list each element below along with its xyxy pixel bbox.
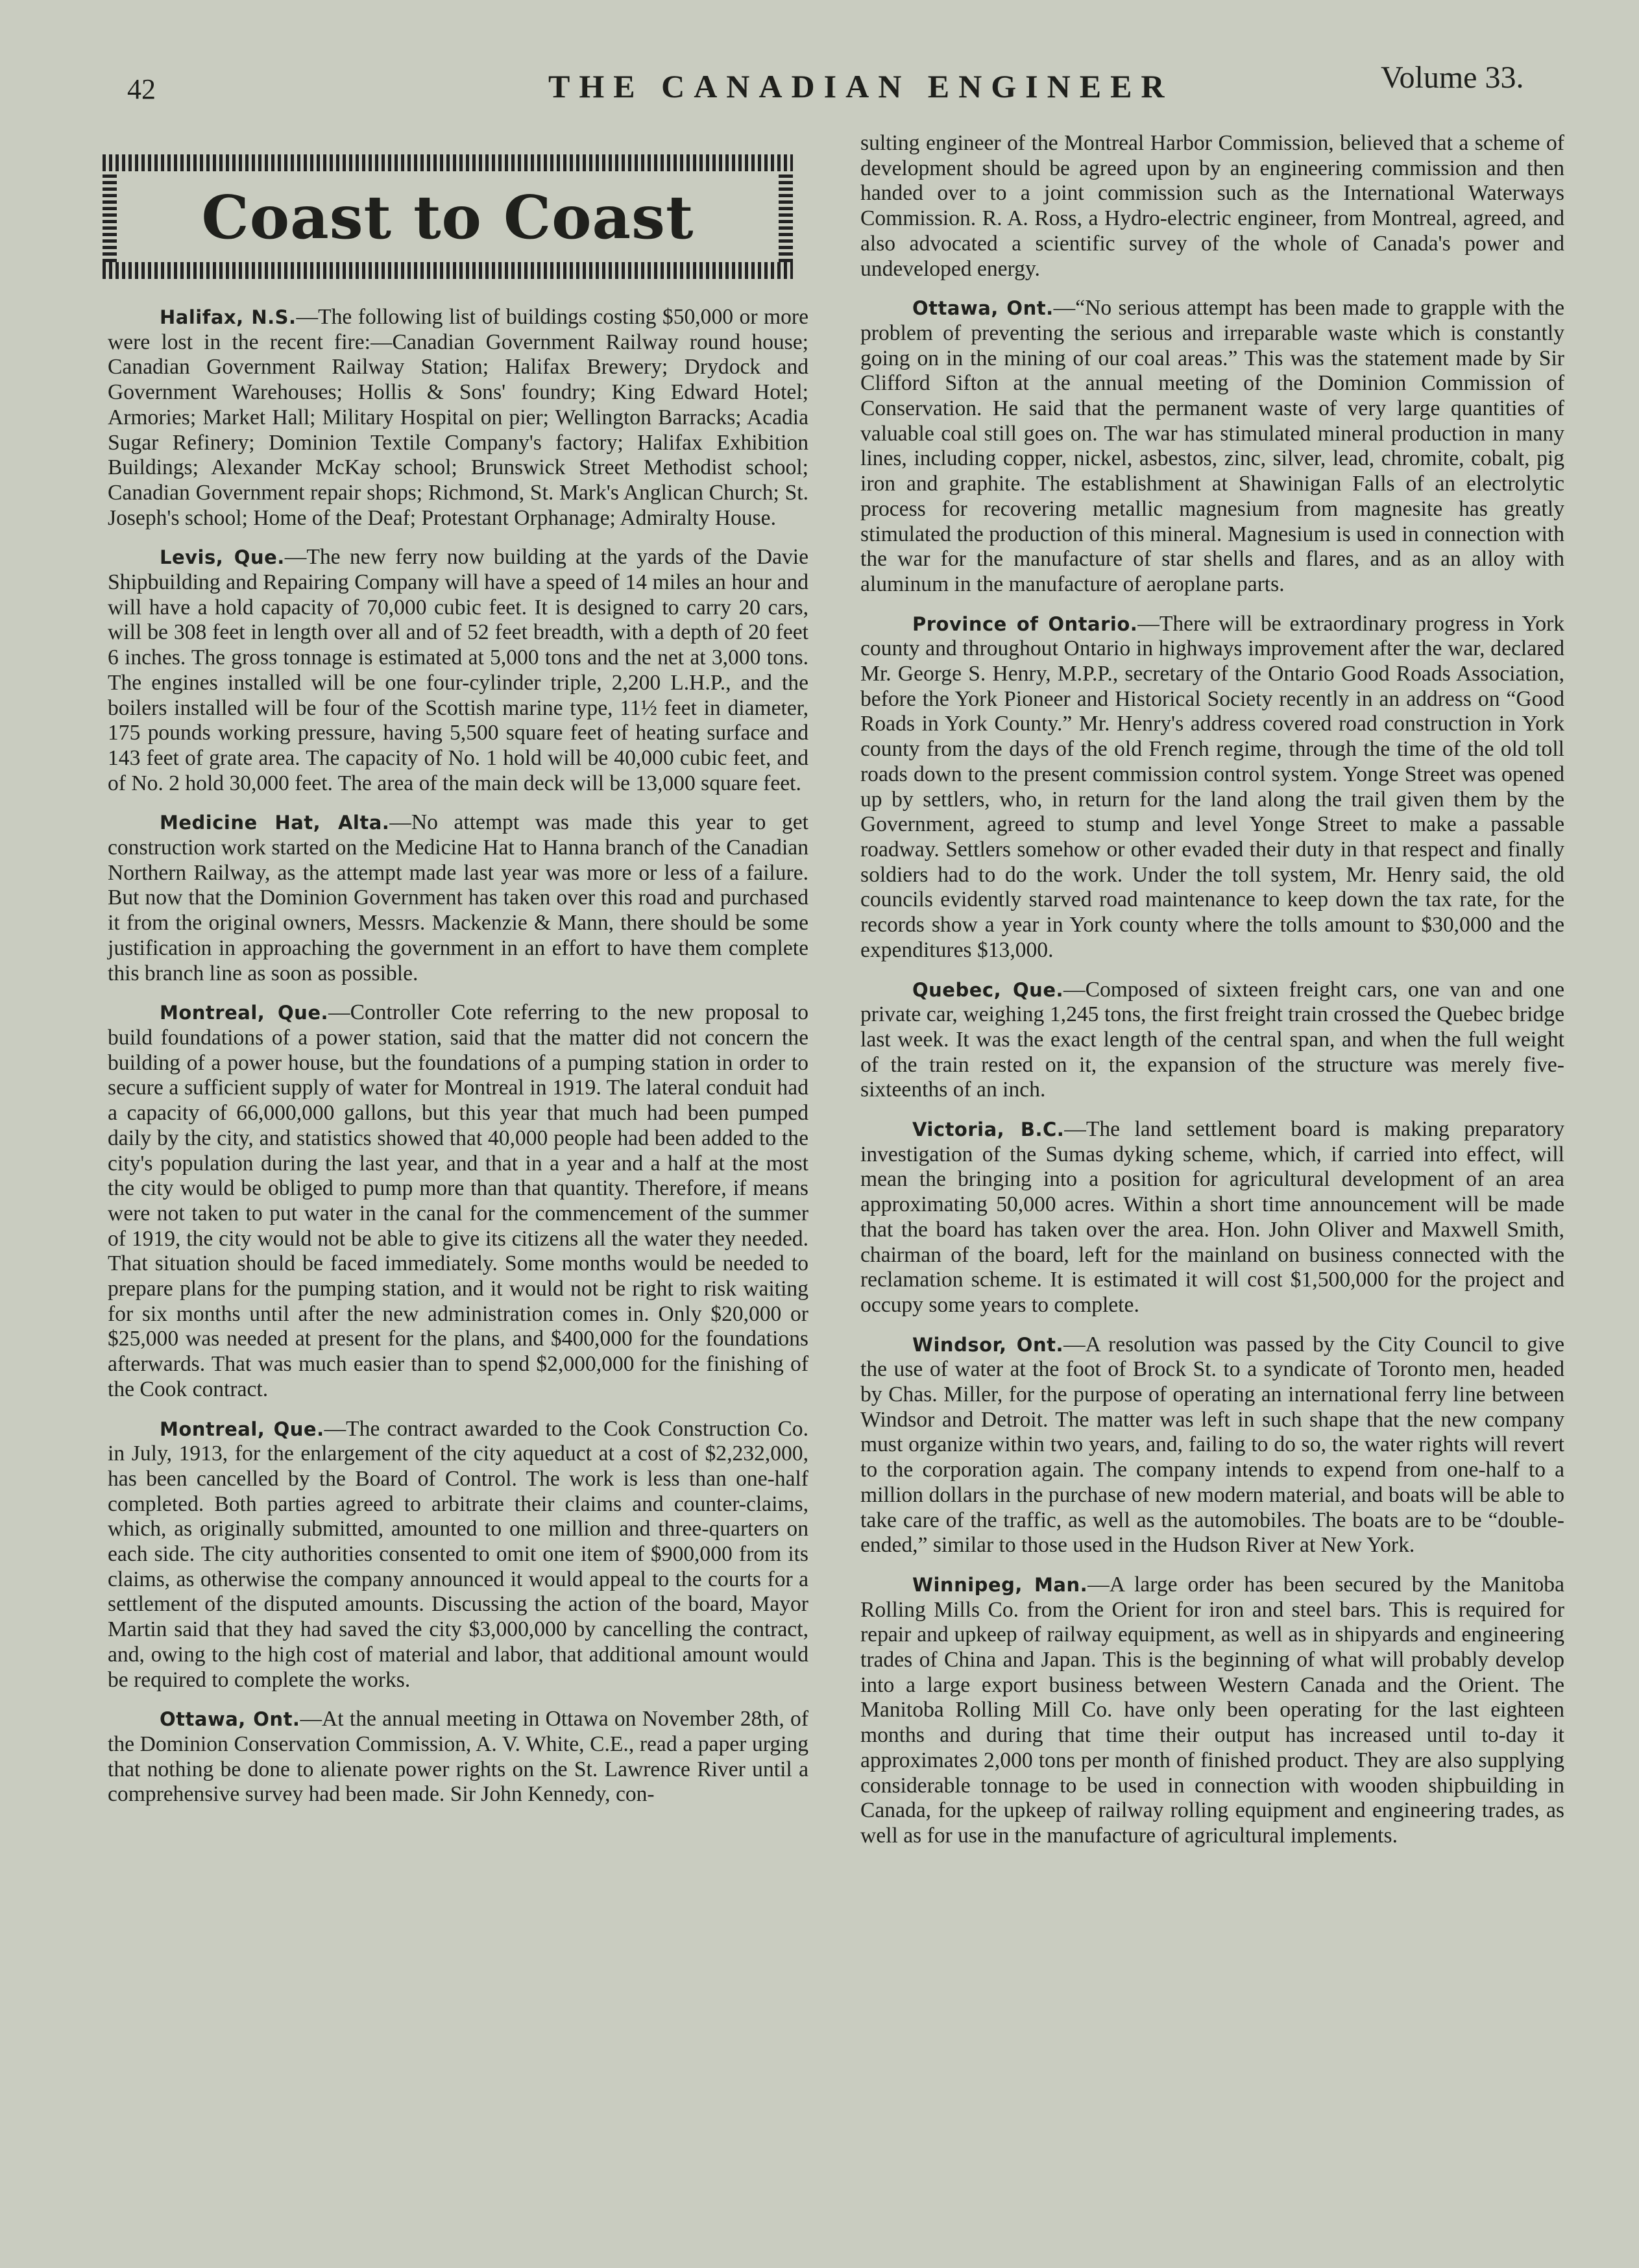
news-text: —Controller Cote referring to the new proposal to build foundations of a power station, said that the matter did not concern the building of a power house, but the foundations of a pumping station in order to secure a sufficient supply of water for Montreal in 1919. The lateral conduit had a capacity of 66,000,000 gallons, but this year that much had been pumped daily by the city, and statistics showed that 40,000 people had been added to the city's population during the last year, and that in a year and a half at the most the city would be obliged to pump more than that quantity. Therefore, if means were not taken to put water in the canal for the commencement of the summer of 1919, the city would not be able to give its citizens all the water they needed. That situation should be faced immediately. Some months would be needed to prepare plans for the pumping station, and it would not be right to risk waiting for six months until after the new administration comes in. Only $20,000 or $25,000 was needed at present for the plans, and $400,000 for the foundations afterwards. That was much easier than to spend $2,000,000 for the finishing of the Cook contract. xyxy=(108,1000,808,1401)
news-item xyxy=(108,305,808,531)
title-border-bottom xyxy=(103,262,793,279)
place-heading: Quebec, Que. xyxy=(912,978,1064,1001)
place-heading: Windsor, Ont. xyxy=(912,1333,1063,1356)
place-heading: Victoria, B.C. xyxy=(912,1118,1065,1141)
news-item xyxy=(860,131,1564,282)
place-heading: Montreal, Que. xyxy=(160,1002,328,1024)
news-item xyxy=(860,296,1564,597)
place-heading: Province of Ontario. xyxy=(912,612,1138,635)
place-heading: Ottawa, Ont. xyxy=(160,1708,300,1731)
news-item xyxy=(108,1417,808,1693)
page-header xyxy=(0,0,1639,143)
news-text: sulting engineer of the Montreal Harbor Commission, believed that a scheme of development should be agreed upon by an engineering commission and then handed over to a joint commission such as the International Waterways Commission. R. A. Ross, a Hydro-electric engineer, from Montreal, agreed, and also advocated a scientific survey of the whole of Canada's power and undeveloped energy. xyxy=(860,131,1564,281)
news-item xyxy=(860,612,1564,963)
news-text: —The land settlement board is making preparatory investigation of the Sumas dyking scheme, which, if carried into effect, will mean the bringing into a position for agricultural development of an area approximating 50,000 acres. Within a short time announcement will be made that the board has taken over the area. Hon. John Oliver and Maxwell Smith, chairman of the board, left for the mainland on business connected with the reclamation scheme. It is estimated it will cost $1,500,000 for the project and occupy some years to complete. xyxy=(860,1117,1564,1317)
news-item xyxy=(108,810,808,986)
news-item xyxy=(108,1707,808,1807)
left-column xyxy=(108,305,808,1822)
news-text: —The contract awarded to the Cook Construction Co. in July, 1913, for the enlargement of the city aqueduct at a cost of $2,232,000, has been cancelled by the Board of Control. The work is less than one-half completed. Both parties agreed to arbitrate their claims and counter-claims, which, as originally submitted, amounted to one million and three-quarters on each side. The city authorities consented to omit one item of $900,000 from its claims, as otherwise the company announced it would appeal to the courts for a settlement of the disputed amounts. Discussing the action of the board, Mayor Martin said that they had saved the city $3,000,000 by cancelling the contract, and, owing to the high cost of material and labor, that additional amount would be required to complete the works. xyxy=(108,1416,808,1692)
news-text: —There will be extraordinary progress in York county and throughout Ontario in highways improvement after the war, declared Mr. George S. Henry, M.P.P., secretary of the Ontario Good Roads Association, before the York Pioneer and Historical Society recently in an address on “Good Roads in York County.” Mr. Henry's address covered road construction in York county from the days of the old French regime, through the time of the old toll roads down to the present commission control system. Yonge Street was opened up by settlers, who, in return for the land along the trail given them by the Government, agreed to stump and level Yonge Street to make a passable roadway. Settlers somehow or other evaded their duty in that respect and finally soldiers had to do the work. Under the toll system, Mr. Henry said, the old councils evidently starved road maintenance to keep down the tax rate, for the records show a year in York county where the tolls amount to $30,000 and the expenditures $13,000. xyxy=(860,611,1564,962)
place-heading: Winnipeg, Man. xyxy=(912,1573,1088,1596)
running-title: THE CANADIAN ENGINEER xyxy=(548,68,1174,104)
news-item xyxy=(860,1117,1564,1318)
news-text: —“No serious attempt has been made to grapple with the problem of preventing the serious and irreparable waste which is constantly going on in the mining of our coal areas.” This was the statement made by Sir Clifford Sifton at the annual meeting of the Dominion Commission of Conservation. He said that the permanent waste of very large quantities of valuable coal still goes on. The war has stimulated mineral production in many lines, including copper, nickel, asbestos, zinc, silver, lead, chromite, cobalt, pig iron and graphite. The establishment at Shawinigan Falls of an electrolytic process for recovering metallic magnesium from magnesite has greatly stimulated the production of this mineral. Magnesium is used in connection with the war for the manufacture of star shells and flares, and as an alloy with aluminum in the manufacture of aeroplane parts. xyxy=(860,296,1565,596)
place-heading: Medicine Hat, Alta. xyxy=(160,812,390,834)
section-title: Coast to Coast xyxy=(201,182,694,252)
volume-label: Volume 33. xyxy=(1381,60,1524,95)
place-heading: Levis, Que. xyxy=(160,546,285,569)
page-number: 42 xyxy=(127,73,156,105)
title-border-top xyxy=(103,154,793,171)
place-heading: Ottawa, Ont. xyxy=(912,297,1054,320)
section-title-box xyxy=(103,148,793,279)
news-item xyxy=(860,1333,1564,1558)
place-heading: Halifax, N.S. xyxy=(160,306,297,328)
news-text: —At the annual meeting in Ottawa on November 28th, of the Dominion Conservation Commission, A. V. White, C.E., read a paper urging that nothing be done to alienate power rights on the St. Lawrence River until a comprehensive survey had been made. Sir John Kennedy, con- xyxy=(108,1707,808,1807)
news-item xyxy=(108,545,808,796)
news-text: —The following list of buildings costing $50,000 or more were lost in the recent fire:—Canadian Government Railway round house; Canadian Government Railway Station; Halifax Brewery; Drydock and Government Warehouses; Hollis & Sons' foundry; King Edward Hotel; Armories; Market Hall; Military Hospital on pier; Wellington Barracks; Acadia Sugar Refinery; Dominion Textile Company's factory; Halifax Exhibition Buildings; Alexander McKay school; Brunswick Street Methodist school; Canadian Government repair shops; Richmond, St. Mark's Anglican Church; St. Joseph's school; Home of the Deaf; Protestant Orphanage; Admiralty House. xyxy=(108,305,808,530)
news-text: —The new ferry now building at the yards of the Davie Shipbuilding and Repairing Company will have a speed of 14 miles an hour and will have a hold capacity of 70,000 cubic feet. It is designed to carry 20 cars, will be 308 feet in length over all and of 52 feet breadth, with a depth of 20 feet 6 inches. The gross tonnage is estimated at 5,000 tons and the net at 3,000 tons. The engines installed will be one four-cylinder triple, 2,200 L.H.P., and the boilers installed will be four of the Scottish marine type, 11½ feet in diameter, 175 pounds working pressure, having 5,500 square feet of heating surface and 143 feet of grate area. The capacity of No. 1 hold will be 40,000 cubic feet, and of No. 2 hold 30,000 feet. The area of the main deck will be 13,000 square feet. xyxy=(108,545,808,795)
right-column xyxy=(860,131,1564,1863)
news-text: —A resolution was passed by the City Council to give the use of water at the foot of Brock St. to a syndicate of Toronto men, headed by Chas. Miller, for the purpose of operating an international ferry line between Windsor and Detroit. The matter was left in such shape that the new company must organize within two years, and, failing to do so, the water rights will revert to the corporation again. The company intends to expend from one-half to a million dollars in the purchase of new modern material, and boats will be able to take care of the traffic, as well as the automobiles. The boats are to be “double-ended,” similar to those used in the Hudson River at New York. xyxy=(860,1332,1564,1558)
news-item xyxy=(860,978,1564,1104)
news-text: —No attempt was made this year to get construction work started on the Medicine Hat to Hanna branch of the Canadian Northern Railway, as the attempt made last year was more or less of a failure. But now that the Dominion Government has taken over this road and purchased it from the original owners, Messrs. Mackenzie & Mann, there should be some justification in approaching the government in an effort to have them complete this branch line as soon as possible. xyxy=(108,810,808,985)
news-text: —Composed of sixteen freight cars, one van and one private car, weighing 1,245 tons, the first freight train crossed the Quebec bridge last week. It was the exact length of the central span, and when the full weight of the train rested on it, the expansion of the structure was merely five-sixteenths of an inch. xyxy=(860,977,1564,1102)
news-item xyxy=(108,1000,808,1402)
news-item xyxy=(860,1573,1564,1849)
place-heading: Montreal, Que. xyxy=(160,1418,324,1440)
news-text: —A large order has been secured by the Manitoba Rolling Mills Co. from the Orient for iron and steel bars. This is required for repair and upkeep of railway equipment, as well as in shipyards and engineering trades of China and Japan. This is the beginning of what will probably develop into a large export business between Western Canada and the Orient. The Manitoba Rolling Mill Co. have only been operating for the last eighteen months and during that time their output has increased until to-day it approximates 2,000 tons per month of finished product. They are also supplying considerable tonnage to be used in connection with wooden shipbuilding in Canada, for the upkeep of railway rolling equipment and engineering trades, as well as for use in the manufacture of agricultural implements. xyxy=(860,1572,1564,1848)
